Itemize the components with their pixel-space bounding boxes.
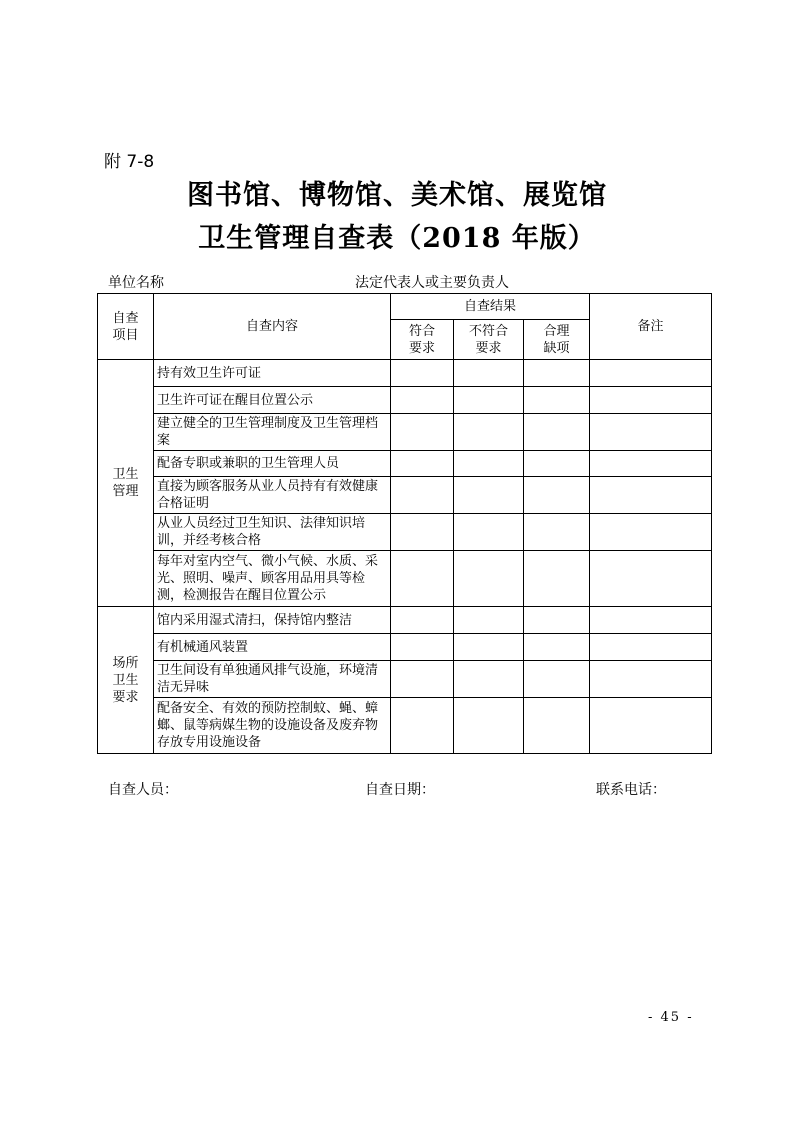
compliant-cell[interactable] bbox=[391, 698, 454, 754]
category-label: 管理 bbox=[112, 484, 139, 499]
remark-cell[interactable] bbox=[590, 551, 712, 607]
reasonable-missing-cell[interactable] bbox=[524, 551, 590, 607]
remark-cell[interactable] bbox=[590, 634, 712, 661]
compliant-cell[interactable] bbox=[391, 387, 454, 414]
noncompliant-cell[interactable] bbox=[454, 514, 524, 551]
header-item-line-1: 自查 bbox=[112, 310, 139, 326]
category-cell bbox=[98, 607, 154, 754]
noncompliant-cell[interactable] bbox=[454, 661, 524, 698]
table-row bbox=[98, 514, 712, 551]
compliant-cell[interactable] bbox=[391, 607, 454, 634]
page-number: - 45 - bbox=[648, 1010, 694, 1025]
check-item-content: 配备安全、有效的预防控制蚊、蝇、蟑螂、鼠等病媒生物的设施设备及废弃物存放专用设施设备 bbox=[154, 698, 391, 754]
check-item-content: 馆内采用湿式清扫，保持馆内整洁 bbox=[154, 607, 391, 634]
self-check-table bbox=[97, 293, 712, 754]
reasonable-missing-cell[interactable] bbox=[524, 360, 590, 387]
check-item-content: 持有效卫生许可证 bbox=[154, 360, 391, 387]
date-label: 自查日期： bbox=[365, 782, 435, 798]
table-row bbox=[98, 698, 712, 754]
table-row bbox=[98, 360, 712, 387]
reasonable-missing-cell[interactable] bbox=[524, 451, 590, 477]
remark-cell[interactable] bbox=[590, 360, 712, 387]
reasonable-missing-cell[interactable] bbox=[524, 698, 590, 754]
noncompliant-cell[interactable] bbox=[454, 477, 524, 514]
reasonable-missing-cell[interactable] bbox=[524, 387, 590, 414]
table-row bbox=[98, 387, 712, 414]
remark-cell[interactable] bbox=[590, 661, 712, 698]
reasonable-missing-cell[interactable] bbox=[524, 607, 590, 634]
compliant-cell[interactable] bbox=[391, 477, 454, 514]
reasonable-missing-cell[interactable] bbox=[524, 661, 590, 698]
noncompliant-cell[interactable] bbox=[454, 414, 524, 451]
noncompliant-cell[interactable] bbox=[454, 451, 524, 477]
inspector-label: 自查人员： bbox=[108, 782, 178, 798]
category-label: 要求 bbox=[112, 689, 139, 705]
compliant-cell[interactable] bbox=[391, 451, 454, 477]
header-reasonable-missing: 合理 缺项 bbox=[524, 320, 590, 360]
header-result: 自查结果 bbox=[391, 294, 590, 320]
title-line-2: 卫生管理自查表（2018 年版） bbox=[198, 223, 596, 254]
compliant-cell[interactable] bbox=[391, 514, 454, 551]
representative-label: 法定代表人或主要负责人 bbox=[355, 275, 509, 291]
table-row bbox=[98, 607, 712, 634]
header-noncompliant: 不符合 要求 bbox=[454, 320, 524, 360]
noncompliant-cell[interactable] bbox=[454, 387, 524, 414]
table-row bbox=[98, 414, 712, 451]
reasonable-missing-cell[interactable] bbox=[524, 514, 590, 551]
compliant-cell[interactable] bbox=[391, 551, 454, 607]
remark-cell[interactable] bbox=[590, 607, 712, 634]
category-label: 场所 bbox=[112, 655, 139, 671]
remark-cell[interactable] bbox=[590, 477, 712, 514]
remark-cell[interactable] bbox=[590, 514, 712, 551]
title-line-1: 图书馆、博物馆、美术馆、展览馆 bbox=[187, 180, 607, 211]
annex-label: 附 7-8 bbox=[104, 152, 155, 172]
header-remark: 备注 bbox=[590, 294, 712, 360]
table-body bbox=[98, 360, 712, 754]
check-item-content: 从业人员经过卫生知识、法律知识培训，并经考核合格 bbox=[154, 514, 391, 551]
remark-cell[interactable] bbox=[590, 451, 712, 477]
noncompliant-cell[interactable] bbox=[454, 360, 524, 387]
table-row bbox=[98, 551, 712, 607]
check-item-content: 卫生间设有单独通风排气设施，环境清洁无异味 bbox=[154, 661, 391, 698]
category-label: 卫生 bbox=[112, 467, 139, 482]
reasonable-missing-cell[interactable] bbox=[524, 634, 590, 661]
header-content: 自查内容 bbox=[154, 294, 391, 360]
check-item-content: 卫生许可证在醒目位置公示 bbox=[154, 387, 391, 414]
reasonable-missing-cell[interactable] bbox=[524, 477, 590, 514]
check-item-content: 直接为顾客服务从业人员持有有效健康合格证明 bbox=[154, 477, 391, 514]
header-item bbox=[98, 294, 154, 360]
compliant-cell[interactable] bbox=[391, 414, 454, 451]
table-row bbox=[98, 634, 712, 661]
unit-name-label: 单位名称 bbox=[108, 275, 164, 291]
category-label: 卫生 bbox=[112, 672, 139, 688]
check-item-content: 建立健全的卫生管理制度及卫生管理档案 bbox=[154, 414, 391, 451]
noncompliant-cell[interactable] bbox=[454, 551, 524, 607]
check-item-content: 每年对室内空气、微小气候、水质、采光、照明、噪声、顾客用品用具等检测，检测报告在醒目位置公示 bbox=[154, 551, 391, 607]
table-row bbox=[98, 661, 712, 698]
reasonable-missing-cell[interactable] bbox=[524, 414, 590, 451]
table-row bbox=[98, 451, 712, 477]
noncompliant-cell[interactable] bbox=[454, 698, 524, 754]
noncompliant-cell[interactable] bbox=[454, 607, 524, 634]
remark-cell[interactable] bbox=[590, 698, 712, 754]
check-item-content: 配备专职或兼职的卫生管理人员 bbox=[154, 451, 391, 477]
compliant-cell[interactable] bbox=[391, 360, 454, 387]
noncompliant-cell[interactable] bbox=[454, 634, 524, 661]
remark-cell[interactable] bbox=[590, 387, 712, 414]
remark-cell[interactable] bbox=[590, 414, 712, 451]
phone-label: 联系电话： bbox=[596, 782, 666, 798]
check-item-content: 有机械通风装置 bbox=[154, 634, 391, 661]
header-item-line-2: 项目 bbox=[112, 327, 139, 343]
compliant-cell[interactable] bbox=[391, 661, 454, 698]
category-cell bbox=[98, 360, 154, 607]
table-row bbox=[98, 477, 712, 514]
compliant-cell[interactable] bbox=[391, 634, 454, 661]
header-compliant: 符合 要求 bbox=[391, 320, 454, 360]
